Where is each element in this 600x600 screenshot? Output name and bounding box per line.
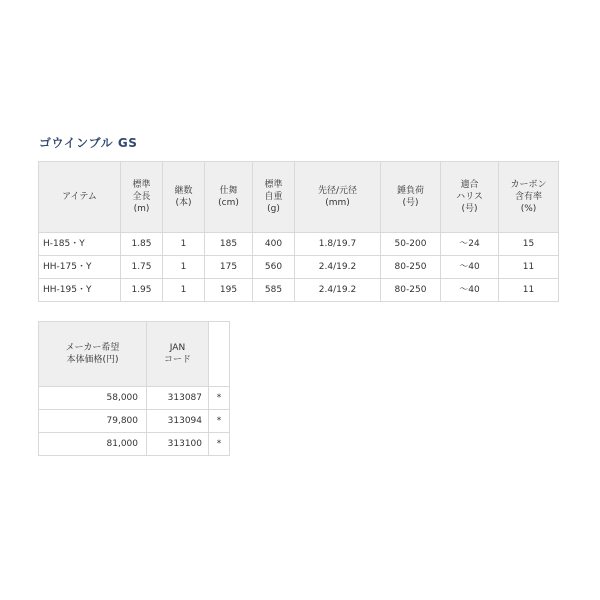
table-row — [39, 387, 230, 410]
spec-header-row — [39, 162, 559, 233]
header-lure-weight — [381, 162, 441, 233]
cell-price: 79,800 — [39, 410, 147, 433]
header-diameter-unit: (mm) — [325, 198, 350, 208]
cell-weight: 560 — [253, 256, 295, 279]
header-jan-line2: コード — [163, 355, 191, 365]
cell-length: 1.75 — [121, 256, 163, 279]
header-weight-line1: 標準 — [264, 179, 283, 190]
header-length — [121, 162, 163, 233]
header-carbon-line1: カーボン — [510, 179, 547, 190]
cell-weight: 400 — [253, 233, 295, 256]
cell-length: 1.95 — [121, 279, 163, 302]
cell-closed-length: 195 — [205, 279, 253, 302]
cell-item: HH-175・Y — [39, 256, 121, 279]
header-leader — [441, 162, 499, 233]
header-carbon — [499, 162, 559, 233]
header-mark — [209, 322, 230, 387]
header-sections-line1: 継数 — [174, 185, 193, 196]
table-row — [39, 233, 559, 256]
header-diameter-line1: 先径/元径 — [317, 185, 358, 196]
table-row — [39, 433, 230, 456]
header-price — [39, 322, 147, 387]
cell-closed-length: 175 — [205, 256, 253, 279]
header-closed-length — [205, 162, 253, 233]
header-weight — [253, 162, 295, 233]
header-leader-unit: (号) — [461, 204, 478, 215]
header-item-label: アイテム — [62, 191, 97, 202]
cell-lure-weight: 80-250 — [381, 279, 441, 302]
cell-carbon: 11 — [499, 279, 559, 302]
header-carbon-line2: 含有率 — [514, 191, 542, 202]
cell-lure-weight: 50-200 — [381, 233, 441, 256]
header-leader-line1: 適合 — [460, 179, 479, 190]
cell-carbon: 11 — [499, 256, 559, 279]
cell-jan: 313087 — [147, 387, 209, 410]
table-row — [39, 279, 559, 302]
header-item — [39, 162, 121, 233]
cell-price: 58,000 — [39, 387, 147, 410]
cell-leader: ～40 — [441, 256, 499, 279]
header-price-line1: メーカー希望 — [65, 342, 120, 353]
product-title: ゴウインブル GS — [39, 136, 138, 150]
cell-mark: * — [209, 387, 230, 410]
cell-price: 81,000 — [39, 433, 147, 456]
table-row — [39, 410, 230, 433]
price-header-row — [39, 322, 230, 387]
cell-lure-weight: 80-250 — [381, 256, 441, 279]
cell-mark: * — [209, 410, 230, 433]
header-price-line2: 本体価格(円) — [66, 355, 119, 365]
header-carbon-unit: (%) — [520, 204, 537, 215]
cell-diameter: 1.8/19.7 — [295, 233, 381, 256]
header-weight-unit: (g) — [267, 204, 280, 215]
header-jan-line1: JAN — [169, 342, 186, 353]
header-length-line1: 標準 — [132, 179, 151, 190]
header-sections-unit: (本) — [175, 198, 192, 208]
cell-length: 1.85 — [121, 233, 163, 256]
header-weight-line2: 自重 — [264, 191, 283, 202]
header-lure-weight-unit: (号) — [402, 198, 419, 208]
header-closed-length-line1: 仕舞 — [219, 185, 238, 196]
cell-diameter: 2.4/19.2 — [295, 279, 381, 302]
cell-leader: ～40 — [441, 279, 499, 302]
cell-leader: ～24 — [441, 233, 499, 256]
table-row — [39, 256, 559, 279]
cell-sections: 1 — [163, 233, 205, 256]
cell-carbon: 15 — [499, 233, 559, 256]
header-length-line2: 全長 — [132, 191, 151, 202]
price-table — [38, 321, 230, 456]
header-sections — [163, 162, 205, 233]
cell-diameter: 2.4/19.2 — [295, 256, 381, 279]
header-jan — [147, 322, 209, 387]
header-diameter — [295, 162, 381, 233]
spec-table — [38, 161, 559, 302]
cell-closed-length: 185 — [205, 233, 253, 256]
cell-weight: 585 — [253, 279, 295, 302]
cell-jan: 313094 — [147, 410, 209, 433]
cell-item: HH-195・Y — [39, 279, 121, 302]
header-leader-line2: ハリス — [456, 191, 483, 202]
header-closed-length-unit: (cm) — [218, 198, 239, 208]
cell-sections: 1 — [163, 279, 205, 302]
cell-mark: * — [209, 433, 230, 456]
cell-jan: 313100 — [147, 433, 209, 456]
cell-item: H-185・Y — [39, 233, 121, 256]
header-length-unit: (m) — [133, 204, 150, 215]
header-lure-weight-line1: 錘負荷 — [396, 185, 424, 196]
cell-sections: 1 — [163, 256, 205, 279]
